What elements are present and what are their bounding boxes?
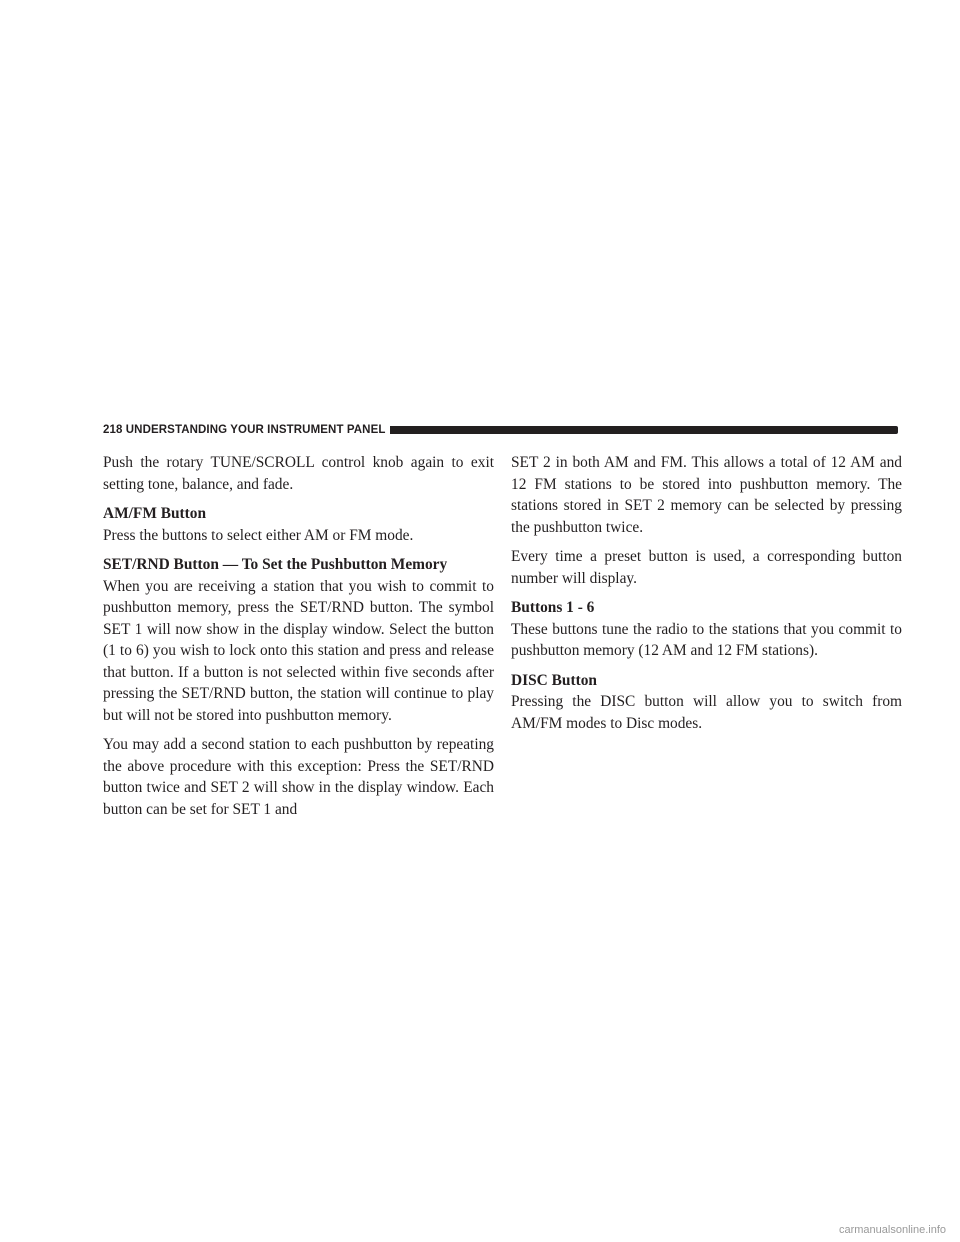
buttons-1-6-paragraph: These buttons tune the radio to the stations that you commit to pushbutton memory (12 AM and 12 FM stations).: [511, 620, 902, 659]
setrnd-button-paragraph: When you are receiving a station that you wish to commit to pushbutton memory, press the SET/RND button. The symbol SET 1 will now show in the display window. Select the button (1 to 6) you wish to lock onto this station and press and release that button. If a button is not selected within five seconds after pressing the SET/RND button, the station will continue to play but will not be stored into pushbutton memory.: [103, 577, 494, 724]
page-number-and-section-title: 218 UNDERSTANDING YOUR INSTRUMENT PANEL: [103, 424, 386, 436]
amfm-button-paragraph: Press the buttons to select either AM or FM mode.: [103, 526, 414, 544]
amfm-button-heading: AM/FM Button: [103, 505, 207, 522]
preset-display-paragraph: Every time a preset button is used, a corresponding button number will display.: [511, 548, 902, 587]
header-rule: [390, 426, 898, 434]
page-header: [103, 421, 898, 439]
left-column: [103, 452, 494, 828]
right-column: [511, 452, 902, 742]
set2-continuation-paragraph: SET 2 in both AM and FM. This allows a total of 12 AM and 12 FM stations to be stored into pushbutton memory. The stations stored in SET 2 memory can be selected by pressing the pushbutton twice.: [511, 454, 902, 536]
setrnd-button-heading: SET/RND Button — To Set the Pushbutton Memory: [103, 556, 448, 573]
disc-button-paragraph: Pressing the DISC button will allow you to switch from AM/FM modes to Disc modes.: [511, 693, 902, 732]
disc-button-heading: DISC Button: [511, 671, 597, 689]
intro-paragraph: Push the rotary TUNE/SCROLL control knob again to exit setting tone, balance, and fade.: [103, 454, 494, 493]
second-station-paragraph: You may add a second station to each pushbutton by repeating the above procedure with this exception: Press the SET/RND button twice and SET 2 will show in the display window. Each button can be set for SET 1 and: [103, 736, 494, 818]
watermark-footer: carmanualsonline.info: [838, 1224, 946, 1236]
buttons-1-6-heading: Buttons 1 - 6: [511, 599, 595, 616]
